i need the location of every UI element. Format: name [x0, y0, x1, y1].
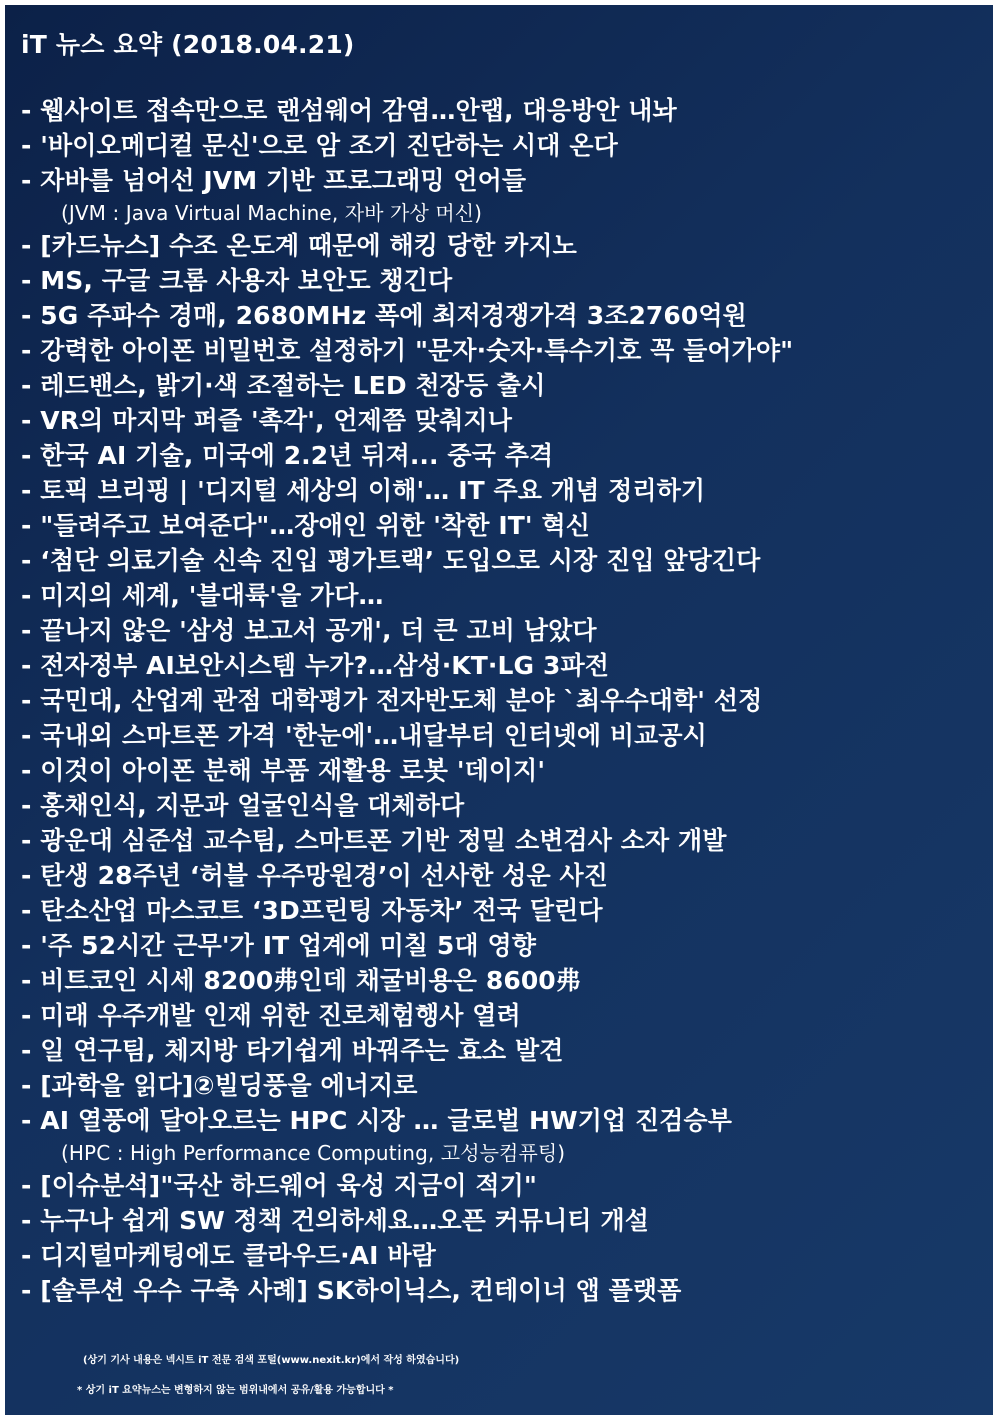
news-item: - [과학을 읽다]②빌딩풍을 에너지로 — [21, 1071, 418, 1100]
news-item: - 강력한 아이폰 비밀번호 설정하기 "문자·숫자·특수기호 꼭 들어가야" — [21, 336, 794, 365]
source-note: (상기 기사 내용은 넥시트 iT 전문 검색 포털(www.nexit.kr)에서 작성 하였습니다) — [83, 1355, 460, 1366]
news-item: - "들려주고 보여준다"…장애인 위한 '착한 IT' 혁신 — [21, 511, 590, 540]
news-item: - 5G 주파수 경매, 2680MHz 폭에 최저경쟁가격 3조2760억원 — [21, 301, 747, 330]
news-item: - 끝나지 않은 '삼성 보고서 공개', 더 큰 고비 남았다 — [21, 616, 597, 645]
news-item: - 국내외 스마트폰 가격 '한눈에'…내달부터 인터넷에 비교공시 — [21, 721, 707, 750]
news-item: - [솔루션 우수 구축 사례] SK하이닉스, 컨테이너 앱 플랫폼 — [21, 1276, 682, 1305]
news-item: - 레드밴스, 밝기·색 조절하는 LED 천장등 출시 — [21, 371, 546, 400]
news-item: - 자바를 넘어선 JVM 기반 프로그래밍 언어들 — [21, 166, 527, 195]
news-item: - 이것이 아이폰 분해 부품 재활용 로봇 '데이지' — [21, 756, 546, 785]
news-summary-page — [5, 5, 993, 1415]
news-item: - ‘첨단 의료기술 신속 진입 평가트랙’ 도입으로 시장 진입 앞당긴다 — [21, 546, 761, 575]
news-item: - AI 열풍에 달아오르는 HPC 시장 … 글로벌 HW기업 진검승부 — [21, 1106, 733, 1135]
news-item: - [이슈분석]"국산 하드웨어 육성 지금이 적기" — [21, 1171, 538, 1200]
news-item: - 탄소산업 마스코트 ‘3D프린팅 자동차’ 전국 달린다 — [21, 896, 603, 925]
news-item: - 탄생 28주년 ‘허블 우주망원경’이 선사한 성운 사진 — [21, 861, 609, 890]
news-item: - 국민대, 산업계 관점 대학평가 전자반도체 분야 `최우수대학' 선정 — [21, 686, 763, 715]
news-item: - MS, 구글 크롬 사용자 보안도 챙긴다 — [21, 266, 453, 295]
news-item: - [카드뉴스] 수조 온도계 때문에 해킹 당한 카지노 — [21, 231, 577, 260]
news-item: - 미래 우주개발 인재 위한 진로체험행사 열려 — [21, 1001, 521, 1030]
news-item: - 한국 AI 기술, 미국에 2.2년 뒤져... 중국 추격 — [21, 441, 554, 470]
news-item: - 광운대 심준섭 교수팀, 스마트폰 기반 정밀 소변검사 소자 개발 — [21, 826, 727, 855]
news-item: - '주 52시간 근무'가 IT 업계에 미칠 5대 영향 — [21, 931, 536, 960]
news-item: - 홍채인식, 지문과 얼굴인식을 대체하다 — [21, 791, 465, 820]
news-item: - 비트코인 시세 8200弗인데 채굴비용은 8600弗 — [21, 966, 581, 995]
news-item: - 웹사이트 접속만으로 랜섬웨어 감염…안랩, 대응방안 내놔 — [21, 96, 677, 125]
page-title: iT 뉴스 요약 (2018.04.21) — [21, 30, 355, 59]
sharing-note: * 상기 iT 요약뉴스는 변형하지 않는 범위내에서 공유/활용 가능합니다 * — [77, 1385, 394, 1396]
news-item: - 누구나 쉽게 SW 정책 건의하세요…오픈 커뮤니티 개설 — [21, 1206, 649, 1235]
news-item: - 전자정부 AI보안시스템 누가?…삼성·KT·LG 3파전 — [21, 651, 609, 680]
news-item: - VR의 마지막 퍼즐 '촉각', 언제쯤 맞춰지나 — [21, 406, 512, 435]
news-item: - 토픽 브리핑 | '디지털 세상의 이해'… IT 주요 개념 정리하기 — [21, 476, 706, 505]
news-item-note: (HPC : High Performance Computing, 고성능컴퓨팅) — [61, 1141, 566, 1165]
news-item: - 일 연구팀, 체지방 타기쉽게 바꿔주는 효소 발견 — [21, 1036, 564, 1065]
news-item: - 미지의 세계, '블대륙'을 가다… — [21, 581, 384, 610]
news-list — [21, 93, 981, 1308]
news-item-note: (JVM : Java Virtual Machine, 자바 가상 머신) — [61, 201, 483, 225]
news-item: - 디지털마케팅에도 클라우드·AI 바람 — [21, 1241, 436, 1270]
news-item: - '바이오메디컬 문신'으로 암 조기 진단하는 시대 온다 — [21, 131, 618, 160]
